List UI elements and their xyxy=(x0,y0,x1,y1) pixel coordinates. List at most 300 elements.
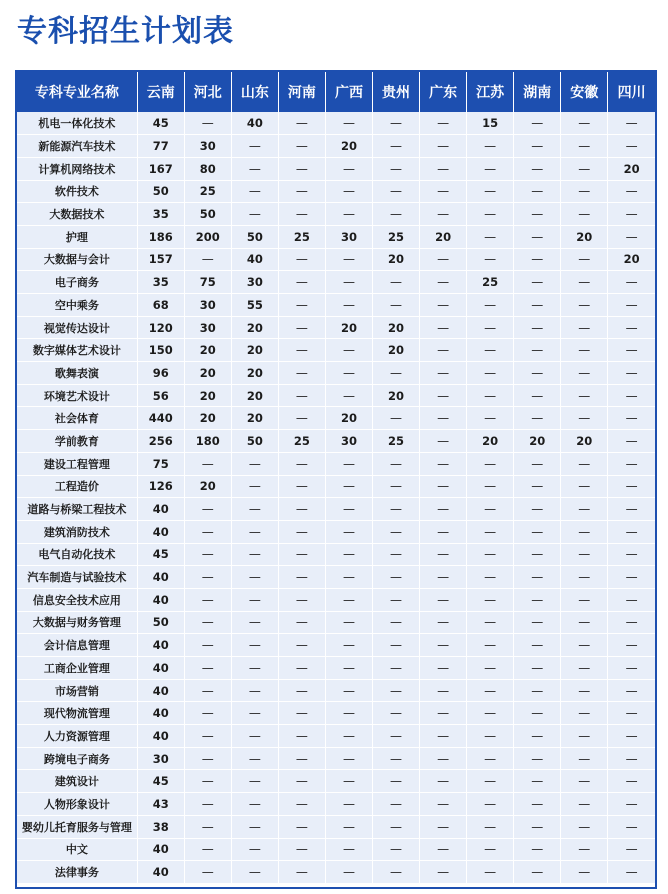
quota-cell-empty: — xyxy=(514,498,561,521)
quota-cell-empty: — xyxy=(231,157,278,180)
quota-cell-empty: — xyxy=(561,634,608,657)
quota-cell-empty: — xyxy=(420,180,467,203)
quota-cell: 40 xyxy=(137,702,184,725)
quota-cell-empty: — xyxy=(420,793,467,816)
quota-cell-empty: — xyxy=(608,430,655,453)
quota-cell-empty: — xyxy=(231,611,278,634)
quota-cell-empty: — xyxy=(325,815,372,838)
quota-cell-empty: — xyxy=(325,203,372,226)
quota-cell: 20 xyxy=(184,339,231,362)
quota-cell: 75 xyxy=(137,452,184,475)
quota-cell-empty: — xyxy=(561,271,608,294)
quota-cell-empty: — xyxy=(325,294,372,317)
major-name-cell: 信息安全技术应用 xyxy=(17,588,137,611)
quota-cell-empty: — xyxy=(514,157,561,180)
major-name-cell: 软件技术 xyxy=(17,180,137,203)
quota-cell-empty: — xyxy=(373,407,420,430)
quota-cell-empty: — xyxy=(231,566,278,589)
quota-cell-empty: — xyxy=(184,838,231,861)
quota-cell: 30 xyxy=(325,430,372,453)
quota-cell-empty: — xyxy=(231,543,278,566)
table-row xyxy=(17,225,655,248)
quota-cell-empty: — xyxy=(231,793,278,816)
quota-cell-empty: — xyxy=(561,339,608,362)
quota-cell-empty: — xyxy=(514,815,561,838)
table-body xyxy=(17,112,655,883)
quota-cell-empty: — xyxy=(467,384,514,407)
quota-cell-empty: — xyxy=(325,793,372,816)
quota-cell-empty: — xyxy=(561,838,608,861)
quota-cell: 40 xyxy=(137,838,184,861)
quota-cell-empty: — xyxy=(467,634,514,657)
quota-cell: 25 xyxy=(373,430,420,453)
quota-cell: 40 xyxy=(137,634,184,657)
quota-cell-empty: — xyxy=(373,679,420,702)
major-name-cell: 新能源汽车技术 xyxy=(17,135,137,158)
quota-cell-empty: — xyxy=(561,180,608,203)
quota-cell: 20 xyxy=(514,430,561,453)
quota-cell-empty: — xyxy=(467,452,514,475)
major-name-cell: 计算机网络技术 xyxy=(17,157,137,180)
quota-cell-empty: — xyxy=(467,815,514,838)
quota-cell-empty: — xyxy=(561,566,608,589)
quota-cell-empty: — xyxy=(278,135,325,158)
quota-cell-empty: — xyxy=(608,793,655,816)
quota-cell: 120 xyxy=(137,316,184,339)
quota-cell-empty: — xyxy=(278,294,325,317)
quota-cell: 35 xyxy=(137,203,184,226)
quota-cell-empty: — xyxy=(608,657,655,680)
table-row xyxy=(17,815,655,838)
quota-cell: 30 xyxy=(184,135,231,158)
quota-cell-empty: — xyxy=(608,611,655,634)
quota-cell-empty: — xyxy=(325,384,372,407)
quota-cell-empty: — xyxy=(278,180,325,203)
quota-cell-empty: — xyxy=(608,271,655,294)
quota-cell-empty: — xyxy=(467,294,514,317)
quota-cell-empty: — xyxy=(231,520,278,543)
quota-cell-empty: — xyxy=(608,384,655,407)
quota-cell: 68 xyxy=(137,294,184,317)
table-row xyxy=(17,611,655,634)
quota-cell-empty: — xyxy=(184,634,231,657)
major-name-cell: 空中乘务 xyxy=(17,294,137,317)
column-header-province: 江苏 xyxy=(467,72,514,112)
quota-cell-empty: — xyxy=(608,294,655,317)
table-row xyxy=(17,725,655,748)
quota-cell: 20 xyxy=(325,316,372,339)
quota-cell: 20 xyxy=(231,362,278,385)
major-name-cell: 道路与桥梁工程技术 xyxy=(17,498,137,521)
quota-cell-empty: — xyxy=(231,679,278,702)
quota-cell-empty: — xyxy=(231,180,278,203)
column-header-province: 贵州 xyxy=(373,72,420,112)
major-name-cell: 跨境电子商务 xyxy=(17,747,137,770)
quota-cell-empty: — xyxy=(184,679,231,702)
quota-cell-empty: — xyxy=(561,475,608,498)
quota-cell-empty: — xyxy=(467,770,514,793)
quota-cell-empty: — xyxy=(420,339,467,362)
table-row xyxy=(17,634,655,657)
column-header-province: 四川 xyxy=(608,72,655,112)
table-row xyxy=(17,339,655,362)
major-name-cell: 社会体育 xyxy=(17,407,137,430)
quota-cell-empty: — xyxy=(278,520,325,543)
quota-cell: 40 xyxy=(137,725,184,748)
table-row xyxy=(17,588,655,611)
quota-cell-empty: — xyxy=(608,566,655,589)
quota-cell-empty: — xyxy=(184,543,231,566)
table-row xyxy=(17,157,655,180)
quota-cell-empty: — xyxy=(514,339,561,362)
quota-cell-empty: — xyxy=(420,157,467,180)
table-row xyxy=(17,475,655,498)
quota-cell: 150 xyxy=(137,339,184,362)
major-name-cell: 护理 xyxy=(17,225,137,248)
quota-cell-empty: — xyxy=(467,316,514,339)
quota-cell-empty: — xyxy=(278,725,325,748)
quota-cell-empty: — xyxy=(373,543,420,566)
quota-cell-empty: — xyxy=(467,248,514,271)
quota-cell-empty: — xyxy=(420,203,467,226)
table-row xyxy=(17,452,655,475)
quota-cell-empty: — xyxy=(278,793,325,816)
quota-cell-empty: — xyxy=(231,838,278,861)
quota-cell-empty: — xyxy=(373,861,420,884)
table-row xyxy=(17,430,655,453)
column-header-province: 安徽 xyxy=(561,72,608,112)
major-name-cell: 大数据与会计 xyxy=(17,248,137,271)
quota-cell: 50 xyxy=(184,203,231,226)
quota-cell-empty: — xyxy=(325,271,372,294)
quota-cell-empty: — xyxy=(278,271,325,294)
quota-cell-empty: — xyxy=(561,498,608,521)
major-name-cell: 机电一体化技术 xyxy=(17,112,137,135)
quota-cell: 186 xyxy=(137,225,184,248)
table-row xyxy=(17,657,655,680)
quota-cell: 45 xyxy=(137,770,184,793)
quota-cell-empty: — xyxy=(467,793,514,816)
quota-cell-empty: — xyxy=(514,543,561,566)
quota-cell: 40 xyxy=(231,248,278,271)
quota-cell-empty: — xyxy=(420,770,467,793)
quota-cell-empty: — xyxy=(467,611,514,634)
quota-cell-empty: — xyxy=(184,498,231,521)
quota-cell-empty: — xyxy=(467,566,514,589)
quota-cell: 45 xyxy=(137,112,184,135)
quota-cell: 200 xyxy=(184,225,231,248)
quota-cell-empty: — xyxy=(325,362,372,385)
quota-cell-empty: — xyxy=(467,180,514,203)
quota-cell: 20 xyxy=(325,407,372,430)
quota-cell: 30 xyxy=(325,225,372,248)
quota-cell-empty: — xyxy=(420,294,467,317)
quota-cell-empty: — xyxy=(420,498,467,521)
quota-cell-empty: — xyxy=(467,339,514,362)
quota-cell-empty: — xyxy=(278,815,325,838)
quota-cell-empty: — xyxy=(278,543,325,566)
quota-cell-empty: — xyxy=(278,316,325,339)
table-row xyxy=(17,112,655,135)
quota-cell-empty: — xyxy=(608,838,655,861)
quota-cell-empty: — xyxy=(514,634,561,657)
table-row xyxy=(17,407,655,430)
quota-cell-empty: — xyxy=(608,203,655,226)
quota-cell-empty: — xyxy=(561,112,608,135)
major-name-cell: 市场营销 xyxy=(17,679,137,702)
quota-cell-empty: — xyxy=(278,657,325,680)
quota-cell-empty: — xyxy=(373,362,420,385)
quota-cell-empty: — xyxy=(608,362,655,385)
quota-cell-empty: — xyxy=(420,407,467,430)
quota-cell-empty: — xyxy=(420,657,467,680)
quota-cell-empty: — xyxy=(420,112,467,135)
quota-cell-empty: — xyxy=(467,407,514,430)
quota-cell-empty: — xyxy=(325,588,372,611)
quota-cell: 20 xyxy=(373,339,420,362)
quota-cell-empty: — xyxy=(231,770,278,793)
quota-cell-empty: — xyxy=(278,339,325,362)
quota-cell: 55 xyxy=(231,294,278,317)
quota-cell-empty: — xyxy=(608,225,655,248)
quota-cell-empty: — xyxy=(278,770,325,793)
quota-cell: 38 xyxy=(137,815,184,838)
quota-cell-empty: — xyxy=(467,543,514,566)
major-name-cell: 工商企业管理 xyxy=(17,657,137,680)
quota-cell-empty: — xyxy=(373,498,420,521)
major-name-cell: 视觉传达设计 xyxy=(17,316,137,339)
major-name-cell: 歌舞表演 xyxy=(17,362,137,385)
quota-cell-empty: — xyxy=(325,679,372,702)
quota-cell: 30 xyxy=(137,747,184,770)
major-name-cell: 大数据技术 xyxy=(17,203,137,226)
quota-cell-empty: — xyxy=(184,702,231,725)
quota-cell-empty: — xyxy=(608,861,655,884)
quota-cell-empty: — xyxy=(514,679,561,702)
quota-cell-empty: — xyxy=(608,316,655,339)
quota-cell: 20 xyxy=(231,407,278,430)
quota-cell: 20 xyxy=(373,316,420,339)
quota-cell-empty: — xyxy=(373,475,420,498)
quota-cell: 20 xyxy=(467,430,514,453)
quota-cell-empty: — xyxy=(184,112,231,135)
quota-cell-empty: — xyxy=(608,520,655,543)
table-row xyxy=(17,702,655,725)
quota-cell-empty: — xyxy=(278,611,325,634)
quota-cell-empty: — xyxy=(325,498,372,521)
quota-cell-empty: — xyxy=(561,294,608,317)
quota-cell-empty: — xyxy=(420,679,467,702)
column-header-province: 河南 xyxy=(278,72,325,112)
table-row xyxy=(17,294,655,317)
quota-cell: 40 xyxy=(231,112,278,135)
quota-cell-empty: — xyxy=(561,407,608,430)
quota-cell-empty: — xyxy=(561,157,608,180)
quota-cell-empty: — xyxy=(514,657,561,680)
quota-cell-empty: — xyxy=(373,634,420,657)
quota-cell-empty: — xyxy=(561,770,608,793)
quota-cell-empty: — xyxy=(608,679,655,702)
quota-cell-empty: — xyxy=(420,815,467,838)
quota-cell-empty: — xyxy=(561,747,608,770)
table-row xyxy=(17,566,655,589)
quota-cell-empty: — xyxy=(467,520,514,543)
quota-cell-empty: — xyxy=(420,384,467,407)
quota-cell-empty: — xyxy=(278,634,325,657)
quota-cell-empty: — xyxy=(467,861,514,884)
column-header-province: 云南 xyxy=(137,72,184,112)
quota-cell-empty: — xyxy=(420,520,467,543)
page-title: 专科招生计划表 xyxy=(17,14,234,49)
major-name-cell: 数字媒体艺术设计 xyxy=(17,339,137,362)
major-name-cell: 大数据与财务管理 xyxy=(17,611,137,634)
quota-cell-empty: — xyxy=(608,634,655,657)
quota-cell-empty: — xyxy=(325,157,372,180)
quota-cell-empty: — xyxy=(184,747,231,770)
quota-cell: 40 xyxy=(137,861,184,884)
quota-cell-empty: — xyxy=(608,498,655,521)
quota-cell: 75 xyxy=(184,271,231,294)
quota-cell-empty: — xyxy=(373,271,420,294)
quota-cell-empty: — xyxy=(561,588,608,611)
major-name-cell: 婴幼儿托育服务与管理 xyxy=(17,815,137,838)
quota-cell-empty: — xyxy=(325,611,372,634)
quota-cell-empty: — xyxy=(420,430,467,453)
major-name-cell: 现代物流管理 xyxy=(17,702,137,725)
column-header-province: 山东 xyxy=(231,72,278,112)
table-row xyxy=(17,838,655,861)
table-row xyxy=(17,520,655,543)
quota-cell-empty: — xyxy=(561,793,608,816)
table-row xyxy=(17,180,655,203)
quota-cell-empty: — xyxy=(514,588,561,611)
quota-cell-empty: — xyxy=(467,702,514,725)
enrollment-plan-table xyxy=(17,72,655,884)
major-name-cell: 会计信息管理 xyxy=(17,634,137,657)
quota-cell-empty: — xyxy=(608,180,655,203)
quota-cell-empty: — xyxy=(514,770,561,793)
quota-cell-empty: — xyxy=(373,815,420,838)
quota-cell-empty: — xyxy=(561,543,608,566)
quota-cell-empty: — xyxy=(231,702,278,725)
quota-cell-empty: — xyxy=(373,180,420,203)
quota-cell-empty: — xyxy=(231,135,278,158)
quota-cell-empty: — xyxy=(278,112,325,135)
quota-cell-empty: — xyxy=(514,407,561,430)
quota-cell: 180 xyxy=(184,430,231,453)
quota-cell-empty: — xyxy=(184,611,231,634)
quota-cell-empty: — xyxy=(325,566,372,589)
quota-cell-empty: — xyxy=(184,248,231,271)
quota-cell-empty: — xyxy=(325,339,372,362)
quota-cell-empty: — xyxy=(608,135,655,158)
quota-cell: 15 xyxy=(467,112,514,135)
quota-cell-empty: — xyxy=(561,452,608,475)
quota-cell-empty: — xyxy=(184,520,231,543)
major-name-cell: 人力资源管理 xyxy=(17,725,137,748)
quota-cell: 256 xyxy=(137,430,184,453)
quota-cell-empty: — xyxy=(467,157,514,180)
quota-cell: 25 xyxy=(373,225,420,248)
quota-cell-empty: — xyxy=(231,588,278,611)
quota-cell-empty: — xyxy=(514,112,561,135)
quota-cell-empty: — xyxy=(467,135,514,158)
quota-cell-empty: — xyxy=(373,112,420,135)
quota-cell-empty: — xyxy=(373,725,420,748)
quota-cell: 43 xyxy=(137,793,184,816)
quota-cell: 30 xyxy=(231,271,278,294)
quota-cell: 50 xyxy=(231,430,278,453)
major-name-cell: 建筑消防技术 xyxy=(17,520,137,543)
quota-cell: 25 xyxy=(467,271,514,294)
quota-cell-empty: — xyxy=(467,475,514,498)
quota-cell-empty: — xyxy=(514,725,561,748)
quota-cell-empty: — xyxy=(231,203,278,226)
quota-cell-empty: — xyxy=(514,861,561,884)
quota-cell-empty: — xyxy=(231,815,278,838)
column-header-province: 河北 xyxy=(184,72,231,112)
table-header-row xyxy=(17,72,655,112)
quota-cell-empty: — xyxy=(278,679,325,702)
quota-cell: 126 xyxy=(137,475,184,498)
quota-cell-empty: — xyxy=(420,838,467,861)
quota-cell-empty: — xyxy=(373,452,420,475)
major-name-cell: 环境艺术设计 xyxy=(17,384,137,407)
quota-cell: 20 xyxy=(420,225,467,248)
quota-cell-empty: — xyxy=(184,566,231,589)
quota-cell-empty: — xyxy=(608,702,655,725)
quota-cell: 20 xyxy=(231,316,278,339)
quota-cell-empty: — xyxy=(420,316,467,339)
quota-cell-empty: — xyxy=(467,679,514,702)
quota-cell-empty: — xyxy=(325,725,372,748)
table-row xyxy=(17,770,655,793)
table-row xyxy=(17,679,655,702)
quota-cell-empty: — xyxy=(608,475,655,498)
quota-cell-empty: — xyxy=(514,294,561,317)
major-name-cell: 工程造价 xyxy=(17,475,137,498)
quota-cell: 25 xyxy=(278,430,325,453)
quota-cell: 20 xyxy=(184,362,231,385)
quota-cell: 440 xyxy=(137,407,184,430)
major-name-cell: 建设工程管理 xyxy=(17,452,137,475)
quota-cell-empty: — xyxy=(608,770,655,793)
quota-cell-empty: — xyxy=(514,362,561,385)
quota-cell-empty: — xyxy=(325,861,372,884)
quota-cell-empty: — xyxy=(325,452,372,475)
quota-cell: 96 xyxy=(137,362,184,385)
quota-cell: 35 xyxy=(137,271,184,294)
quota-cell-empty: — xyxy=(278,362,325,385)
quota-cell-empty: — xyxy=(420,634,467,657)
quota-cell-empty: — xyxy=(608,112,655,135)
quota-cell-empty: — xyxy=(561,657,608,680)
quota-cell-empty: — xyxy=(514,203,561,226)
quota-cell-empty: — xyxy=(514,566,561,589)
quota-cell-empty: — xyxy=(231,747,278,770)
quota-cell-empty: — xyxy=(420,362,467,385)
quota-cell: 77 xyxy=(137,135,184,158)
quota-cell-empty: — xyxy=(325,475,372,498)
quota-cell-empty: — xyxy=(514,271,561,294)
quota-cell-empty: — xyxy=(278,588,325,611)
major-name-cell: 人物形象设计 xyxy=(17,793,137,816)
quota-cell: 40 xyxy=(137,520,184,543)
quota-cell-empty: — xyxy=(325,180,372,203)
quota-cell-empty: — xyxy=(325,520,372,543)
quota-cell-empty: — xyxy=(373,294,420,317)
quota-cell-empty: — xyxy=(373,611,420,634)
